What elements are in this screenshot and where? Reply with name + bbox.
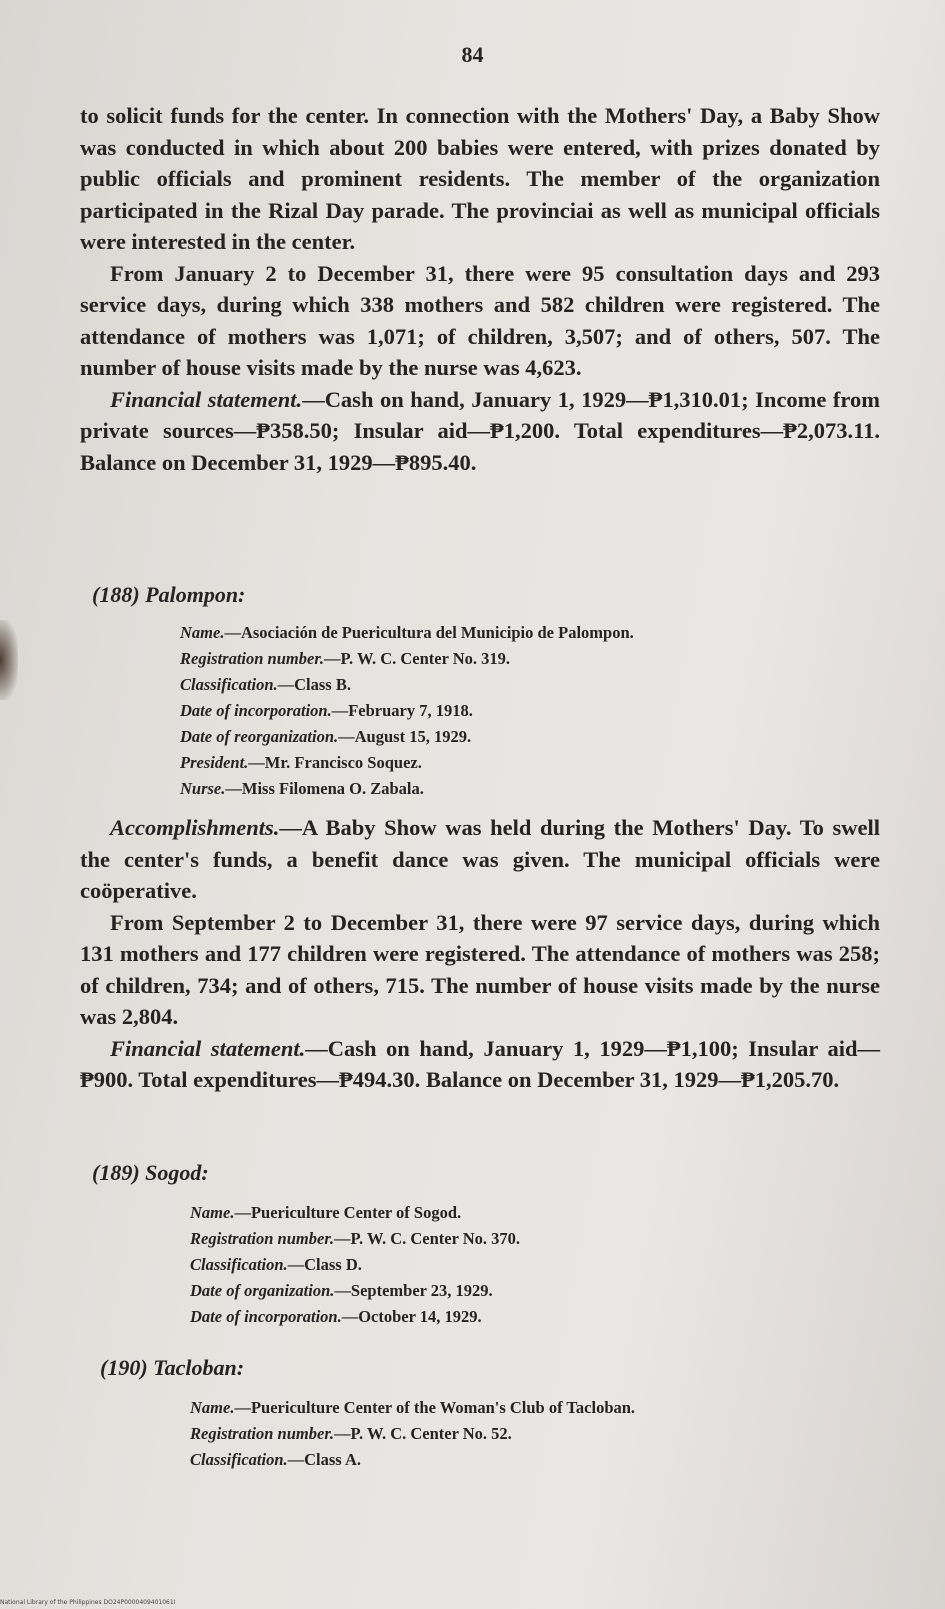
intro-financial-statement (80, 384, 880, 479)
intro-section (80, 100, 880, 478)
entry-row (180, 724, 634, 750)
entry-value: —P. W. C. Center No. 370. (333, 1229, 521, 1248)
entry-label: Classification. (190, 1255, 288, 1274)
entry-value: —Miss Filomena O. Zabala. (225, 779, 424, 798)
entry-label: Classification. (180, 675, 278, 694)
entry-label: Registration number. (190, 1229, 334, 1248)
section-name: Tacloban: (153, 1355, 245, 1380)
entry-value: —September 23, 1929. (334, 1281, 493, 1300)
entry-row (190, 1304, 520, 1330)
section-number: (190) (100, 1355, 148, 1380)
entry-row (180, 646, 634, 672)
entry-row (180, 620, 634, 646)
financial-statement-label: Financial statement. (110, 386, 303, 412)
accomplishments-paragraph (80, 812, 880, 907)
entry-row (190, 1447, 635, 1473)
accomplishments-label: Accomplishments. (110, 815, 280, 840)
entry-label: Name. (180, 623, 225, 642)
section-name: Palompon: (145, 582, 246, 607)
entry-row (190, 1200, 520, 1226)
entry-value: —February 7, 1918. (331, 701, 473, 720)
entry-row (180, 776, 634, 802)
palompon-financial-statement (80, 1033, 880, 1096)
entry-value: —P. W. C. Center No. 319. (323, 649, 511, 668)
section-name: Sogod: (145, 1160, 209, 1185)
entry-row (190, 1226, 520, 1252)
entry-label: President. (180, 753, 249, 772)
service-days-paragraph: From September 2 to December 31, there were 97 service days, during which 131 mothers and 177 children were registered. The attendance of mothers was 258; of children, 734; and of others, 715. The number of house visits made by the nurse was 2,804. (80, 909, 880, 1029)
entry-row (190, 1252, 520, 1278)
financial-statement-text: —Cash on hand, January 1, 1929—₱1,310.01; Income from private sources—₱358.50; Insular aid—₱1,200. Total expenditures—₱2,073.11. Balance on December 31, 1929—₱895.40. (80, 386, 881, 475)
section-heading-tacloban (100, 1355, 244, 1381)
entry-value: —P. W. C. Center No. 52. (333, 1424, 512, 1443)
intro-paragraph-1: to solicit funds for the center. In connection with the Mothers' Day, a Baby Show was conducted in which about 200 babies were entered, with prizes donated by public officials and prominent residents. The member of the organization participated in the Rizal Day parade. The provinciai as well as municipal officials were interested in the center. (80, 103, 880, 254)
entry-row (190, 1278, 520, 1304)
entry-value: —Puericulture Center of Sogod. (234, 1203, 462, 1222)
entry-row (190, 1421, 635, 1447)
palompon-body (80, 812, 880, 1096)
entry-label: Nurse. (180, 779, 226, 798)
entry-label: Date of reorganization. (180, 727, 339, 746)
sogod-entries (190, 1200, 520, 1330)
entry-label: Date of incorporation. (180, 701, 332, 720)
palompon-entries (180, 620, 634, 802)
intro-paragraph-2: From January 2 to December 31, there were 95 consultation days and 293 service days, during which 338 mothers and 582 children were registered. The attendance of mothers was 1,071; of children, 3,507; and of others, 507. The number of house visits made by the nurse was 4,623. (80, 260, 880, 380)
entry-value: —Mr. Francisco Soquez. (248, 753, 422, 772)
entry-label: Classification. (190, 1450, 288, 1469)
entry-row (190, 1395, 635, 1421)
financial-statement-text: —Cash on hand, January 1, 1929—₱1,100; Insular aid—₱900. Total expenditures—₱494.30. Balance on December 31, 1929—₱1,205.70. (80, 1035, 880, 1092)
accomplishments-text: —A Baby Show was held during the Mothers' Day. To swell the center's funds, a benefit dance was given. The municipal officials were coöperative. (80, 815, 880, 903)
section-heading-sogod (92, 1160, 209, 1186)
scan-footer: National Library of the Philippines DO24P0000409401061I (0, 1599, 176, 1606)
section-number: (189) (92, 1160, 140, 1185)
page-edge-shadow (0, 620, 18, 700)
entry-row (180, 672, 634, 698)
section-heading-palompon (92, 582, 245, 608)
section-number: (188) (92, 582, 140, 607)
entry-value: —Class D. (287, 1255, 362, 1274)
entry-value: —Class A. (287, 1450, 361, 1469)
tacloban-entries (190, 1395, 635, 1473)
entry-label: Name. (190, 1398, 235, 1417)
entry-value: —Class B. (277, 675, 351, 694)
entry-row (180, 750, 634, 776)
entry-value: —Asociación de Puericultura del Municipio de Palompon. (224, 623, 634, 642)
entry-label: Registration number. (180, 649, 324, 668)
entry-row (180, 698, 634, 724)
entry-label: Date of organization. (190, 1281, 335, 1300)
page-number: 84 (461, 42, 484, 67)
entry-label: Date of incorporation. (190, 1307, 342, 1326)
financial-statement-label: Financial statement. (110, 1035, 306, 1061)
entry-label: Registration number. (190, 1424, 334, 1443)
entry-value: —August 15, 1929. (338, 727, 472, 746)
entry-value: —Puericulture Center of the Woman's Club of Tacloban. (234, 1398, 636, 1417)
entry-label: Name. (190, 1203, 235, 1222)
entry-value: —October 14, 1929. (341, 1307, 482, 1326)
